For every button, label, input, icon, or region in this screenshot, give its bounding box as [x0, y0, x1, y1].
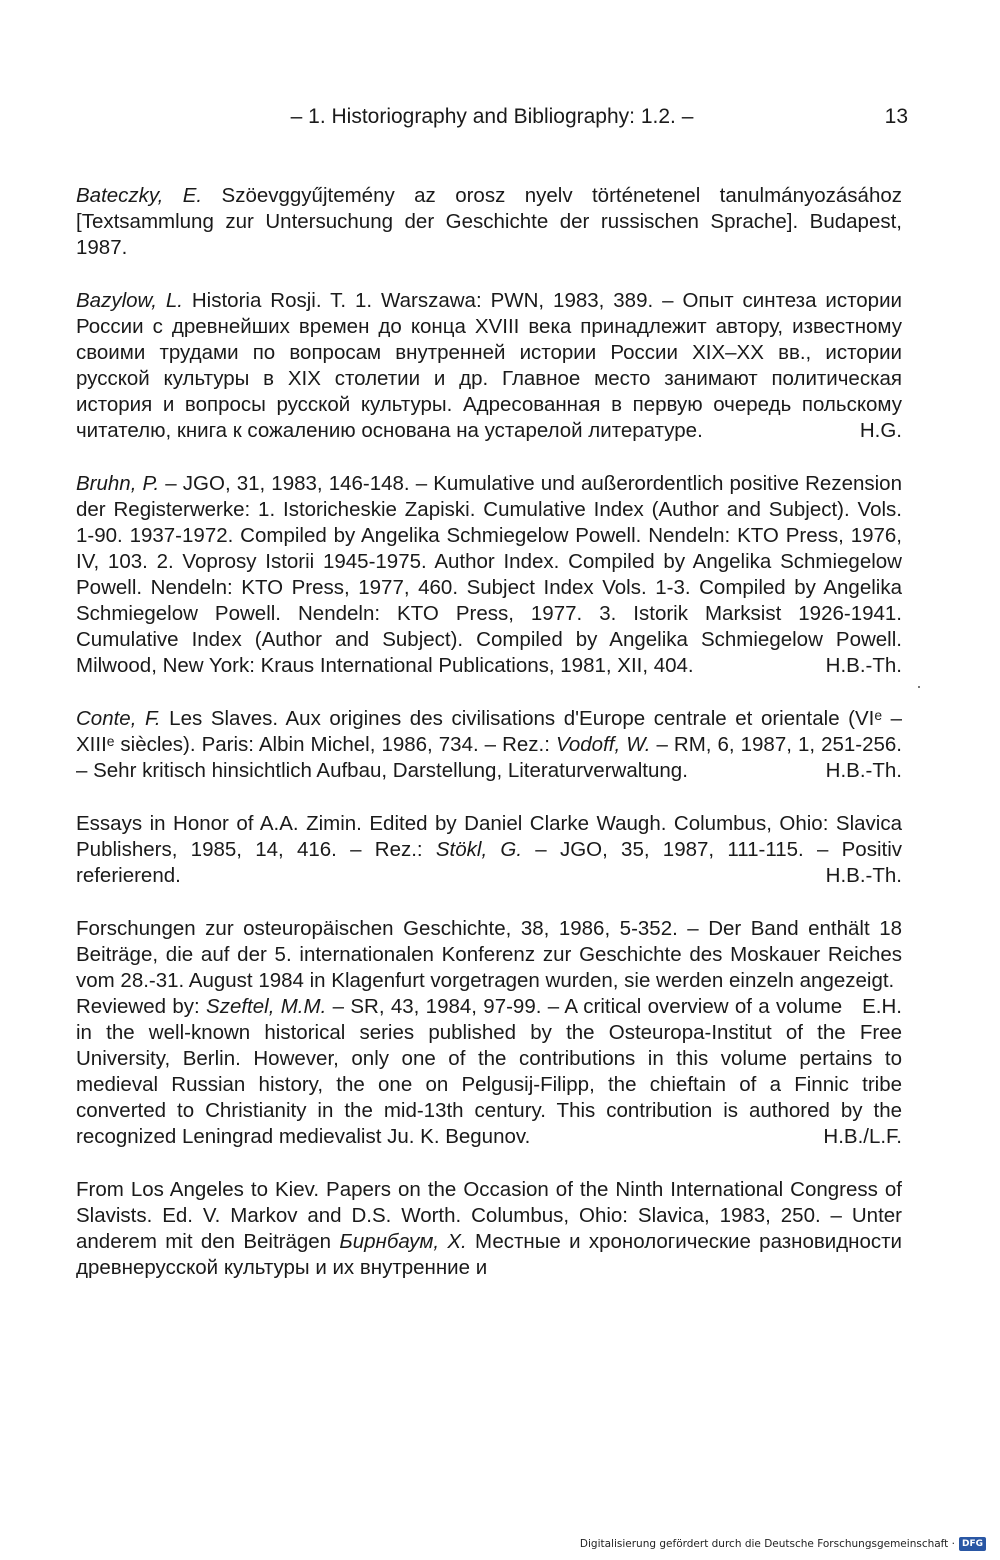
- funding-note: Digitalisierung gefördert durch die Deutsche Forschungsgemeinschaft ·: [579, 1538, 955, 1550]
- bibliography-entry: [76, 811, 902, 889]
- entry-text: [76, 183, 902, 261]
- entry-reviewer: Stökl, G.: [435, 838, 523, 861]
- entry-author: Bazylow, L.: [76, 289, 183, 312]
- entry-description: Forschungen zur osteuropäischen Geschichte, 38, 1986, 5-352. – Der Band enthält 18 Beiträge, die auf der 5. internationalen Konferenz zur Geschichte des Moskauer Reiches vom 28.-31. August 1984 in Klagenfurt vorgetragen wurden, sie werden einzeln angezeigt.: [76, 917, 902, 992]
- entry-text: [76, 994, 902, 1150]
- bibliography-entry: [76, 471, 902, 679]
- review-note: [76, 994, 902, 1150]
- entry-description: Reviewed by:: [76, 995, 207, 1018]
- entry-signature: E.H.: [862, 995, 902, 1018]
- entry-author: Conte, F.: [76, 707, 161, 730]
- entry-description: Essays in Honor of A.A. Zimin. Edited by Daniel Clarke Waugh. Columbus, Ohio: Slavica Publishers, 1985, 14, 416. – Rez.:: [76, 812, 902, 861]
- entry-text: [76, 288, 902, 444]
- page-header: [76, 102, 908, 136]
- entry-description: – JGO, 31, 1983, 146-148. – Kumulative und außerordentlich positive Rezension der Registerwerke: 1. Istoricheskie Zapiski. Cumulative Index (Author and Subject). Vols. 1-90. 1937-1972. Compiled by Angelika Schmiegelow Powell. Nendeln: KTO Press, 1976, IV, 103. 2. Voprosy Istorii 1945-1975. Author Index. Compiled by Angelika Schmiegelow Powell. Nendeln: KTO Press, 1977, 460. Subject Index Vols. 1-3. Compiled by Angelika Schmiegelow Powell. Nendeln: KTO Press, 1977. 3. Istorik Marksist 1926-1941. Cumulative Index (Author and Subject). Compiled by Angelika Schmiegelow Powell. Milwood, New York: Kraus International Publications, 1981, XII, 404.: [76, 472, 902, 677]
- entry-text: [76, 811, 902, 889]
- dfg-logo-icon: DFG: [959, 1537, 986, 1551]
- bibliography-body: [76, 183, 902, 1308]
- entry-reviewer: Szeftel, M.M.: [206, 995, 327, 1018]
- entry-signature: H.B.-Th.: [825, 864, 902, 887]
- entry-description: From Los Angeles to Kiev. Papers on the Occasion of the Ninth International Congress of Slavists. Ed. V. Markov and D.S. Worth. Columbus, Ohio: Slavica, 1983, 250. – Unter anderem mit den Beiträgen: [76, 1178, 902, 1253]
- bibliography-entry: [76, 706, 902, 784]
- entry-description-cont: – JGO, 35, 1987, 111-115. – Positiv referierend.: [76, 838, 902, 887]
- entry-text: [76, 471, 902, 679]
- entry-description-cont: – RM, 6, 1987, 1, 251-256. – Sehr kritisch hinsichtlich Aufbau, Darstellung, Literaturverwaltung.: [76, 733, 902, 782]
- entry-author: Bruhn, P.: [76, 472, 160, 495]
- entry-signature: H.B.-Th.: [825, 759, 902, 782]
- entry-signature: H.G.: [859, 419, 902, 442]
- entry-text: [76, 706, 902, 784]
- running-title: – 1. Historiography and Bibliography: 1.2. –: [290, 105, 694, 128]
- entry-signature: H.B./L.F.: [823, 1125, 902, 1148]
- entry-author: Bateczky, E.: [76, 184, 203, 207]
- entry-reviewer: Бирнбаум, Х.: [339, 1230, 467, 1253]
- entry-signature: H.B.-Th.: [825, 654, 902, 677]
- entry-description: Szöevggyűjtemény az orosz nyelv történetenel tanulmányozásához [Textsammlung zur Untersuchung der Geschichte der russischen Sprache]. Budapest, 1987.: [76, 184, 902, 259]
- digitization-footer: [580, 1534, 986, 1554]
- bibliography-entry: [76, 1177, 902, 1281]
- bibliography-entry: [76, 183, 902, 261]
- entry-text: [76, 1177, 902, 1281]
- entry-description-cont: Местные и хронологические разновидности древнерусской культуры и их внутренние и: [76, 1230, 902, 1279]
- page-number: 13: [884, 105, 908, 128]
- scan-speck: [918, 686, 920, 688]
- entry-description: Historia Rosji. T. 1. Warszawa: PWN, 1983, 389. – Опыт синтеза истории России с древнейших времен до конца XVIII века принадлежит автору, известному своими трудами по вопросам внутренней истории России XIX–XX вв., истории русской культуры в XIX столетии и др. Главное место занимают политическая история и вопросы русской культуры. Адресованная в первую очередь польскому читателю, книга к сожалению основана на устарелой литературе.: [76, 289, 902, 442]
- bibliography-entry: [76, 288, 902, 444]
- entry-description-cont: – SR, 43, 1984, 97-99. – A critical overview of a volume in the well-known historical series published by the Osteuropa-Institut of the Free University, Berlin. However, only one of the contributions in this volume pertains to medieval Russian history, the one on Pelgusij-Filipp, the chieftain of a Finnic tribe converted to Christianity in the mid-13th century. This contribution is authored by the recognized Leningrad medievalist Ju. K. Begunov.: [76, 995, 902, 1148]
- entry-description: Les Slaves. Aux origines des civilisations d'Europe centrale et orientale (VIᵉ – XIIIᵉ siècles). Paris: Albin Michel, 1986, 734. – Rez.:: [76, 707, 902, 756]
- entry-reviewer: Vodoff, W.: [555, 733, 651, 756]
